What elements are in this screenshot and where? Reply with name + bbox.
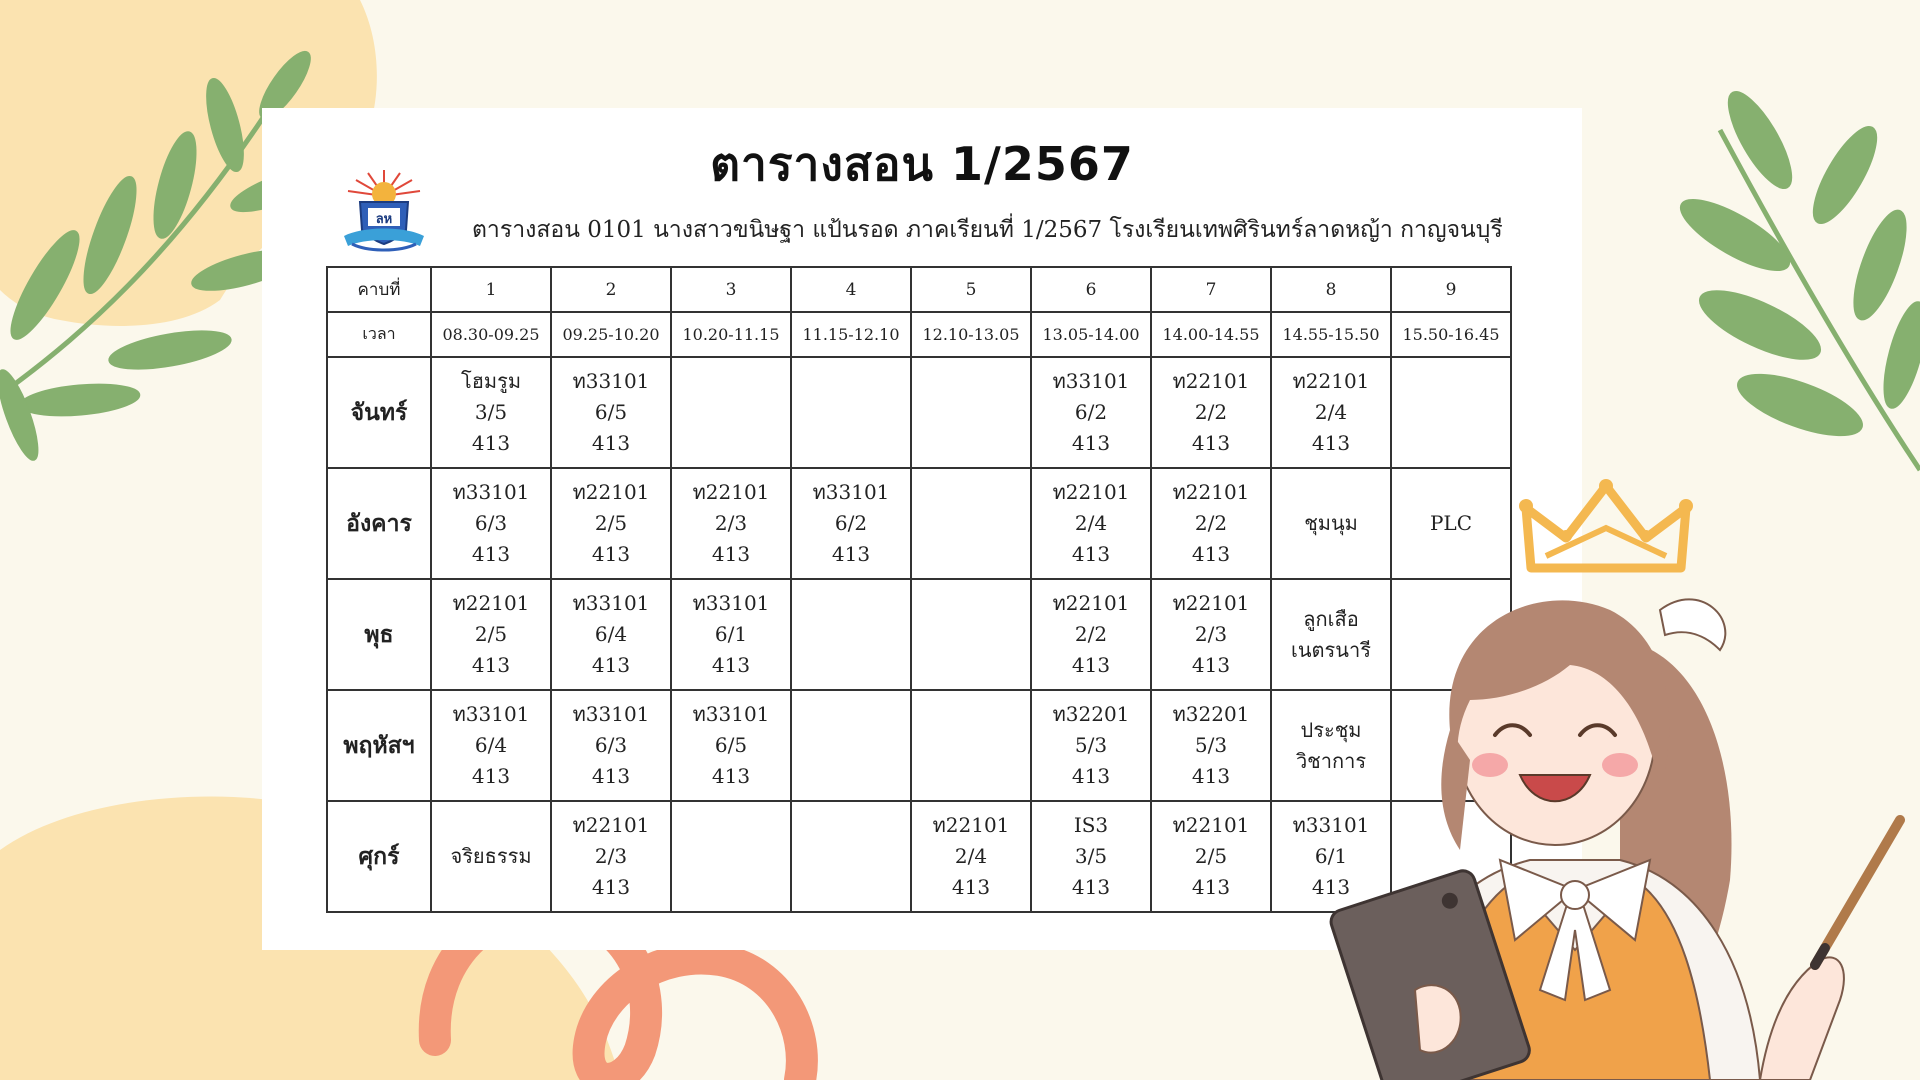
cell-line: ท22101	[1172, 369, 1250, 393]
cell-line: 413	[1071, 653, 1111, 677]
cell-line: 2/5	[474, 622, 508, 646]
cell-line: ท22101	[452, 591, 530, 615]
cell-line: ท22101	[1052, 591, 1130, 615]
period-number: 2	[551, 267, 671, 312]
cell-line: วิชาการ	[1295, 748, 1367, 773]
time-row	[327, 312, 1511, 357]
schedule-cell	[551, 357, 671, 468]
time-slot: 08.30-09.25	[431, 312, 551, 357]
cell-line: เนตรนารี	[1291, 637, 1371, 662]
cell-line: ท33101	[452, 480, 530, 504]
cell-line: 413	[1191, 431, 1231, 455]
cell-line: 413	[1071, 875, 1111, 899]
cell-line: 6/2	[834, 511, 868, 535]
day-label: ศุกร์	[327, 801, 431, 912]
cell-line: 413	[1191, 764, 1231, 788]
cell-line: ท22101	[932, 813, 1010, 837]
period-number: 5	[911, 267, 1031, 312]
schedule-cell	[1031, 801, 1151, 912]
cell-line: 5/3	[1074, 733, 1108, 757]
cell-line: ลูกเสือ	[1303, 606, 1359, 631]
cell-line: 2/2	[1194, 511, 1228, 535]
cell-line: 2/3	[1194, 622, 1228, 646]
cell-line: 2/4	[954, 844, 988, 868]
cell-line: 413	[711, 764, 751, 788]
time-slot: 14.55-15.50	[1271, 312, 1391, 357]
schedule-cell	[791, 801, 911, 912]
cell-line: 2/4	[1314, 400, 1348, 424]
cell-line: 413	[591, 542, 631, 566]
schedule-cell	[1031, 468, 1151, 579]
schedule-cell	[671, 357, 791, 468]
cell-line: 413	[1191, 875, 1231, 899]
cell-line: PLC	[1429, 511, 1473, 535]
period-number: 1	[431, 267, 551, 312]
period-number: 7	[1151, 267, 1271, 312]
period-number: 9	[1391, 267, 1511, 312]
cell-line: 413	[1071, 542, 1111, 566]
time-slot: 15.50-16.45	[1391, 312, 1511, 357]
cell-line: 413	[591, 431, 631, 455]
schedule-cell	[431, 690, 551, 801]
cell-line: 413	[711, 653, 751, 677]
cell-line: 413	[1071, 764, 1111, 788]
schedule-cell	[1151, 801, 1271, 912]
cell-line: ประชุม	[1300, 717, 1362, 742]
cell-line: 6/1	[714, 622, 748, 646]
cell-line: ท33101	[1052, 369, 1130, 393]
period-number: 3	[671, 267, 791, 312]
schedule-cell	[1391, 357, 1511, 468]
schedule-cell	[671, 468, 791, 579]
cell-line: ท33101	[1292, 813, 1370, 837]
cell-line: 413	[1311, 431, 1351, 455]
cell-line: 3/5	[1074, 844, 1108, 868]
cell-line: 413	[471, 542, 511, 566]
cell-line: 6/4	[594, 622, 628, 646]
cell-line: 6/1	[1314, 844, 1348, 868]
cell-line: 413	[1191, 653, 1231, 677]
time-slot: 11.15-12.10	[791, 312, 911, 357]
period-row	[327, 267, 1511, 312]
cell-line: ท22101	[692, 480, 770, 504]
leaf-branch-icon	[1671, 83, 1920, 470]
cell-line: IS3	[1073, 813, 1109, 837]
cell-line: ท33101	[452, 702, 530, 726]
schedule-cell	[791, 579, 911, 690]
cell-line: ท33101	[692, 591, 770, 615]
cell-line: 5/3	[1194, 733, 1228, 757]
time-slot: 13.05-14.00	[1031, 312, 1151, 357]
cell-line: ท22101	[1052, 480, 1130, 504]
schedule-cell	[431, 801, 551, 912]
schedule-cell	[1031, 690, 1151, 801]
schedule-cell	[551, 468, 671, 579]
school-emblem-icon	[338, 166, 430, 258]
period-number: 6	[1031, 267, 1151, 312]
schedule-cell	[431, 468, 551, 579]
cell-line: ท33101	[572, 702, 650, 726]
schedule-cell	[551, 579, 671, 690]
schedule-cell	[1151, 579, 1271, 690]
cell-line: ท22101	[572, 480, 650, 504]
schedule-cell	[791, 357, 911, 468]
period-number: 8	[1271, 267, 1391, 312]
svg-text:ลห: ลห	[375, 212, 393, 227]
teacher-girl-illustration	[1320, 560, 1920, 1080]
cell-line: 2/5	[1194, 844, 1228, 868]
schedule-cell	[671, 690, 791, 801]
cell-line: ท22101	[1292, 369, 1370, 393]
time-label: เวลา	[327, 312, 431, 357]
cell-line: ท33101	[692, 702, 770, 726]
day-label: อังคาร	[327, 468, 431, 579]
cell-line: 413	[711, 542, 751, 566]
schedule-cell	[1271, 357, 1391, 468]
time-slot: 09.25-10.20	[551, 312, 671, 357]
cell-line: 3/5	[474, 400, 508, 424]
cell-line: 413	[591, 653, 631, 677]
cell-line: ท22101	[1172, 813, 1250, 837]
time-slot: 14.00-14.55	[1151, 312, 1271, 357]
subtitle: ตารางสอน 0101 นางสาวขนิษฐา แป้นรอด ภาคเรียนที่ 1/2567 โรงเรียนเทพศิรินทร์ลาดหญ้า กาญจนบุรี	[472, 217, 1503, 243]
schedule-cell	[911, 468, 1031, 579]
schedule-cell	[431, 357, 551, 468]
cell-line: ชุมนุม	[1304, 511, 1358, 535]
cell-line: ท32201	[1052, 702, 1130, 726]
cell-line: 6/5	[594, 400, 628, 424]
cell-line: 413	[951, 875, 991, 899]
schedule-cell	[791, 468, 911, 579]
cell-line: ท22101	[572, 813, 650, 837]
cell-line: 6/2	[1074, 400, 1108, 424]
day-label: พุธ	[327, 579, 431, 690]
cell-line: 413	[831, 542, 871, 566]
schedule-cell	[911, 801, 1031, 912]
time-slot: 10.20-11.15	[671, 312, 791, 357]
cell-line: 2/3	[714, 511, 748, 535]
cell-line: 2/3	[594, 844, 628, 868]
page-title: ตารางสอน 1/2567	[710, 137, 1134, 191]
schedule-cell	[551, 801, 671, 912]
cell-line: โฮมรูม	[460, 369, 522, 393]
schedule-cell	[911, 357, 1031, 468]
cell-line: 2/4	[1074, 511, 1108, 535]
cell-line: 2/2	[1074, 622, 1108, 646]
cell-line: 413	[591, 875, 631, 899]
period-label: คาบที่	[327, 267, 431, 312]
cell-line: ท33101	[572, 591, 650, 615]
schedule-cell	[1031, 579, 1151, 690]
cell-line: 2/2	[1194, 400, 1228, 424]
cell-line: จริยธรรม	[450, 844, 532, 868]
schedule-cell	[671, 579, 791, 690]
cell-line: ท32201	[1172, 702, 1250, 726]
schedule-cell	[911, 690, 1031, 801]
schedule-cell	[551, 690, 671, 801]
schedule-cell	[1031, 357, 1151, 468]
period-number: 4	[791, 267, 911, 312]
cell-line: 413	[1311, 875, 1351, 899]
cell-line: 6/3	[594, 733, 628, 757]
time-slot: 12.10-13.05	[911, 312, 1031, 357]
cell-line: ท22101	[1172, 591, 1250, 615]
cell-line: ท22101	[1172, 480, 1250, 504]
schedule-cell	[911, 579, 1031, 690]
schedule-cell	[1151, 357, 1271, 468]
day-label: จันทร์	[327, 357, 431, 468]
cell-line: 413	[1071, 431, 1111, 455]
cell-line: 413	[471, 764, 511, 788]
schedule-cell	[1151, 468, 1271, 579]
cell-line: 2/5	[594, 511, 628, 535]
schedule-cell	[1151, 690, 1271, 801]
cell-line: 413	[471, 431, 511, 455]
schedule-cell	[431, 579, 551, 690]
cell-line: 6/4	[474, 733, 508, 757]
cell-line: 413	[471, 653, 511, 677]
cell-line: 6/3	[474, 511, 508, 535]
cell-line: 413	[591, 764, 631, 788]
cell-line: 6/5	[714, 733, 748, 757]
day-label: พฤหัสฯ	[327, 690, 431, 801]
cell-line: 413	[1191, 542, 1231, 566]
cell-line: ท33101	[812, 480, 890, 504]
day-row	[327, 357, 1511, 468]
cell-line: ท33101	[572, 369, 650, 393]
schedule-cell	[671, 801, 791, 912]
schedule-cell	[791, 690, 911, 801]
